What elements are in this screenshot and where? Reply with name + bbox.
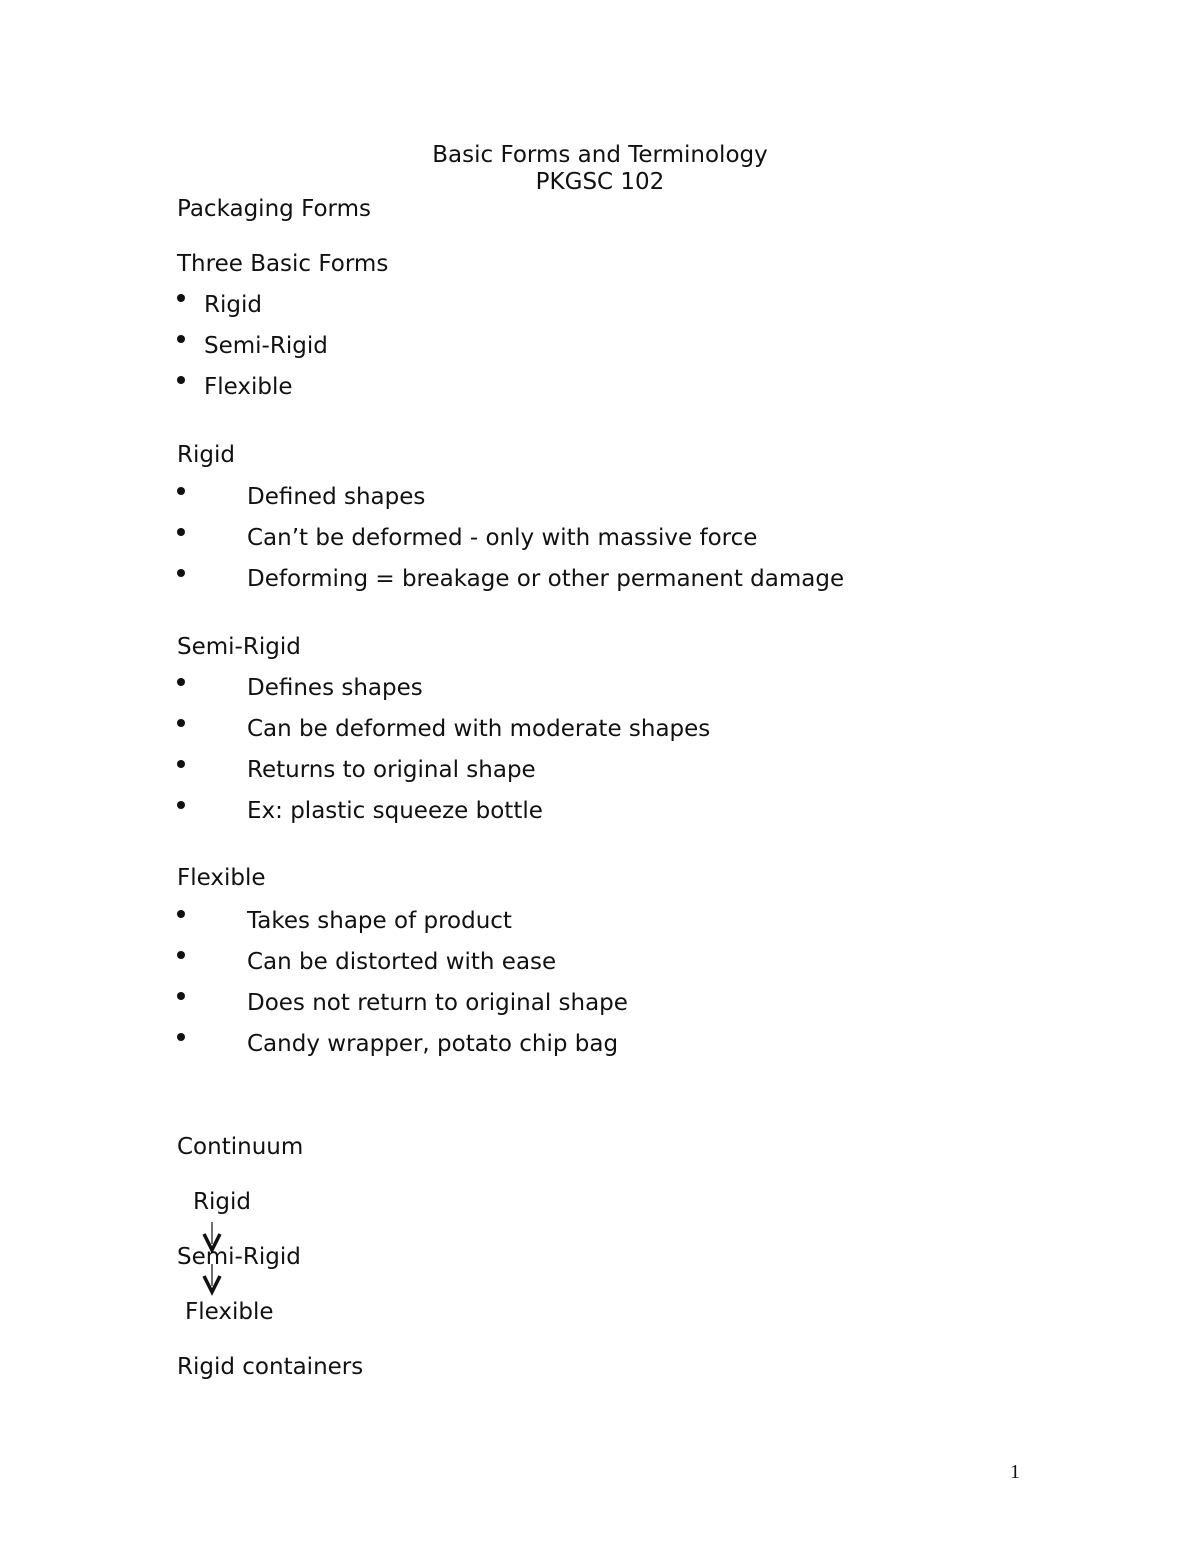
- packaging-forms-heading: Packaging Forms: [177, 196, 371, 222]
- bullet-icon: [177, 569, 185, 577]
- bullet-icon: [177, 910, 185, 918]
- rigid-containers-heading: Rigid containers: [177, 1354, 364, 1380]
- bullet-icon: [177, 801, 185, 809]
- down-arrow-icon: [200, 1262, 224, 1296]
- bullet-icon: [177, 760, 185, 768]
- bullet-icon: [177, 951, 185, 959]
- bullet-icon: [177, 335, 185, 343]
- list-item-label: Candy wrapper, potato chip bag: [247, 1031, 619, 1057]
- list-item-label: Returns to original shape: [247, 757, 536, 783]
- flexible-heading: Flexible: [177, 865, 266, 891]
- bullet-icon: [177, 528, 185, 536]
- page-number: 1: [1010, 1461, 1020, 1483]
- bullet-icon: [177, 678, 185, 686]
- continuum-step-flexible: Flexible: [185, 1299, 274, 1325]
- bullet-icon: [177, 1033, 185, 1041]
- bullet-icon: [177, 719, 185, 727]
- list-item-label: Does not return to original shape: [247, 990, 628, 1016]
- continuum-step-semi-rigid: Semi-Rigid: [177, 1244, 301, 1270]
- course-code: PKGSC 102: [535, 169, 665, 195]
- list-item-label: Defines shapes: [247, 675, 423, 701]
- bullet-icon: [177, 294, 185, 302]
- bullet-icon: [177, 487, 185, 495]
- list-item-label: Defined shapes: [247, 484, 426, 510]
- continuum-step-rigid: Rigid: [193, 1189, 251, 1215]
- bullet-icon: [177, 376, 185, 384]
- list-item-label: Can be deformed with moderate shapes: [247, 716, 711, 742]
- bullet-icon: [177, 992, 185, 1000]
- continuum-heading: Continuum: [177, 1134, 304, 1160]
- list-item-label: Can’t be deformed - only with massive force: [247, 525, 758, 551]
- list-item-label: Semi-Rigid: [204, 333, 328, 359]
- list-item-label: Ex: plastic squeeze bottle: [247, 798, 543, 824]
- list-item-label: Takes shape of product: [247, 908, 512, 934]
- semi-rigid-heading: Semi-Rigid: [177, 634, 301, 660]
- list-item-label: Can be distorted with ease: [247, 949, 557, 975]
- three-basic-forms-heading: Three Basic Forms: [177, 251, 389, 277]
- list-item-label: Deforming = breakage or other permanent damage: [247, 566, 845, 592]
- rigid-heading: Rigid: [177, 442, 235, 468]
- list-item-label: Flexible: [204, 374, 293, 400]
- list-item-label: Rigid: [204, 292, 262, 318]
- document-title: Basic Forms and Terminology: [432, 142, 768, 168]
- down-arrow-icon: [200, 1220, 224, 1254]
